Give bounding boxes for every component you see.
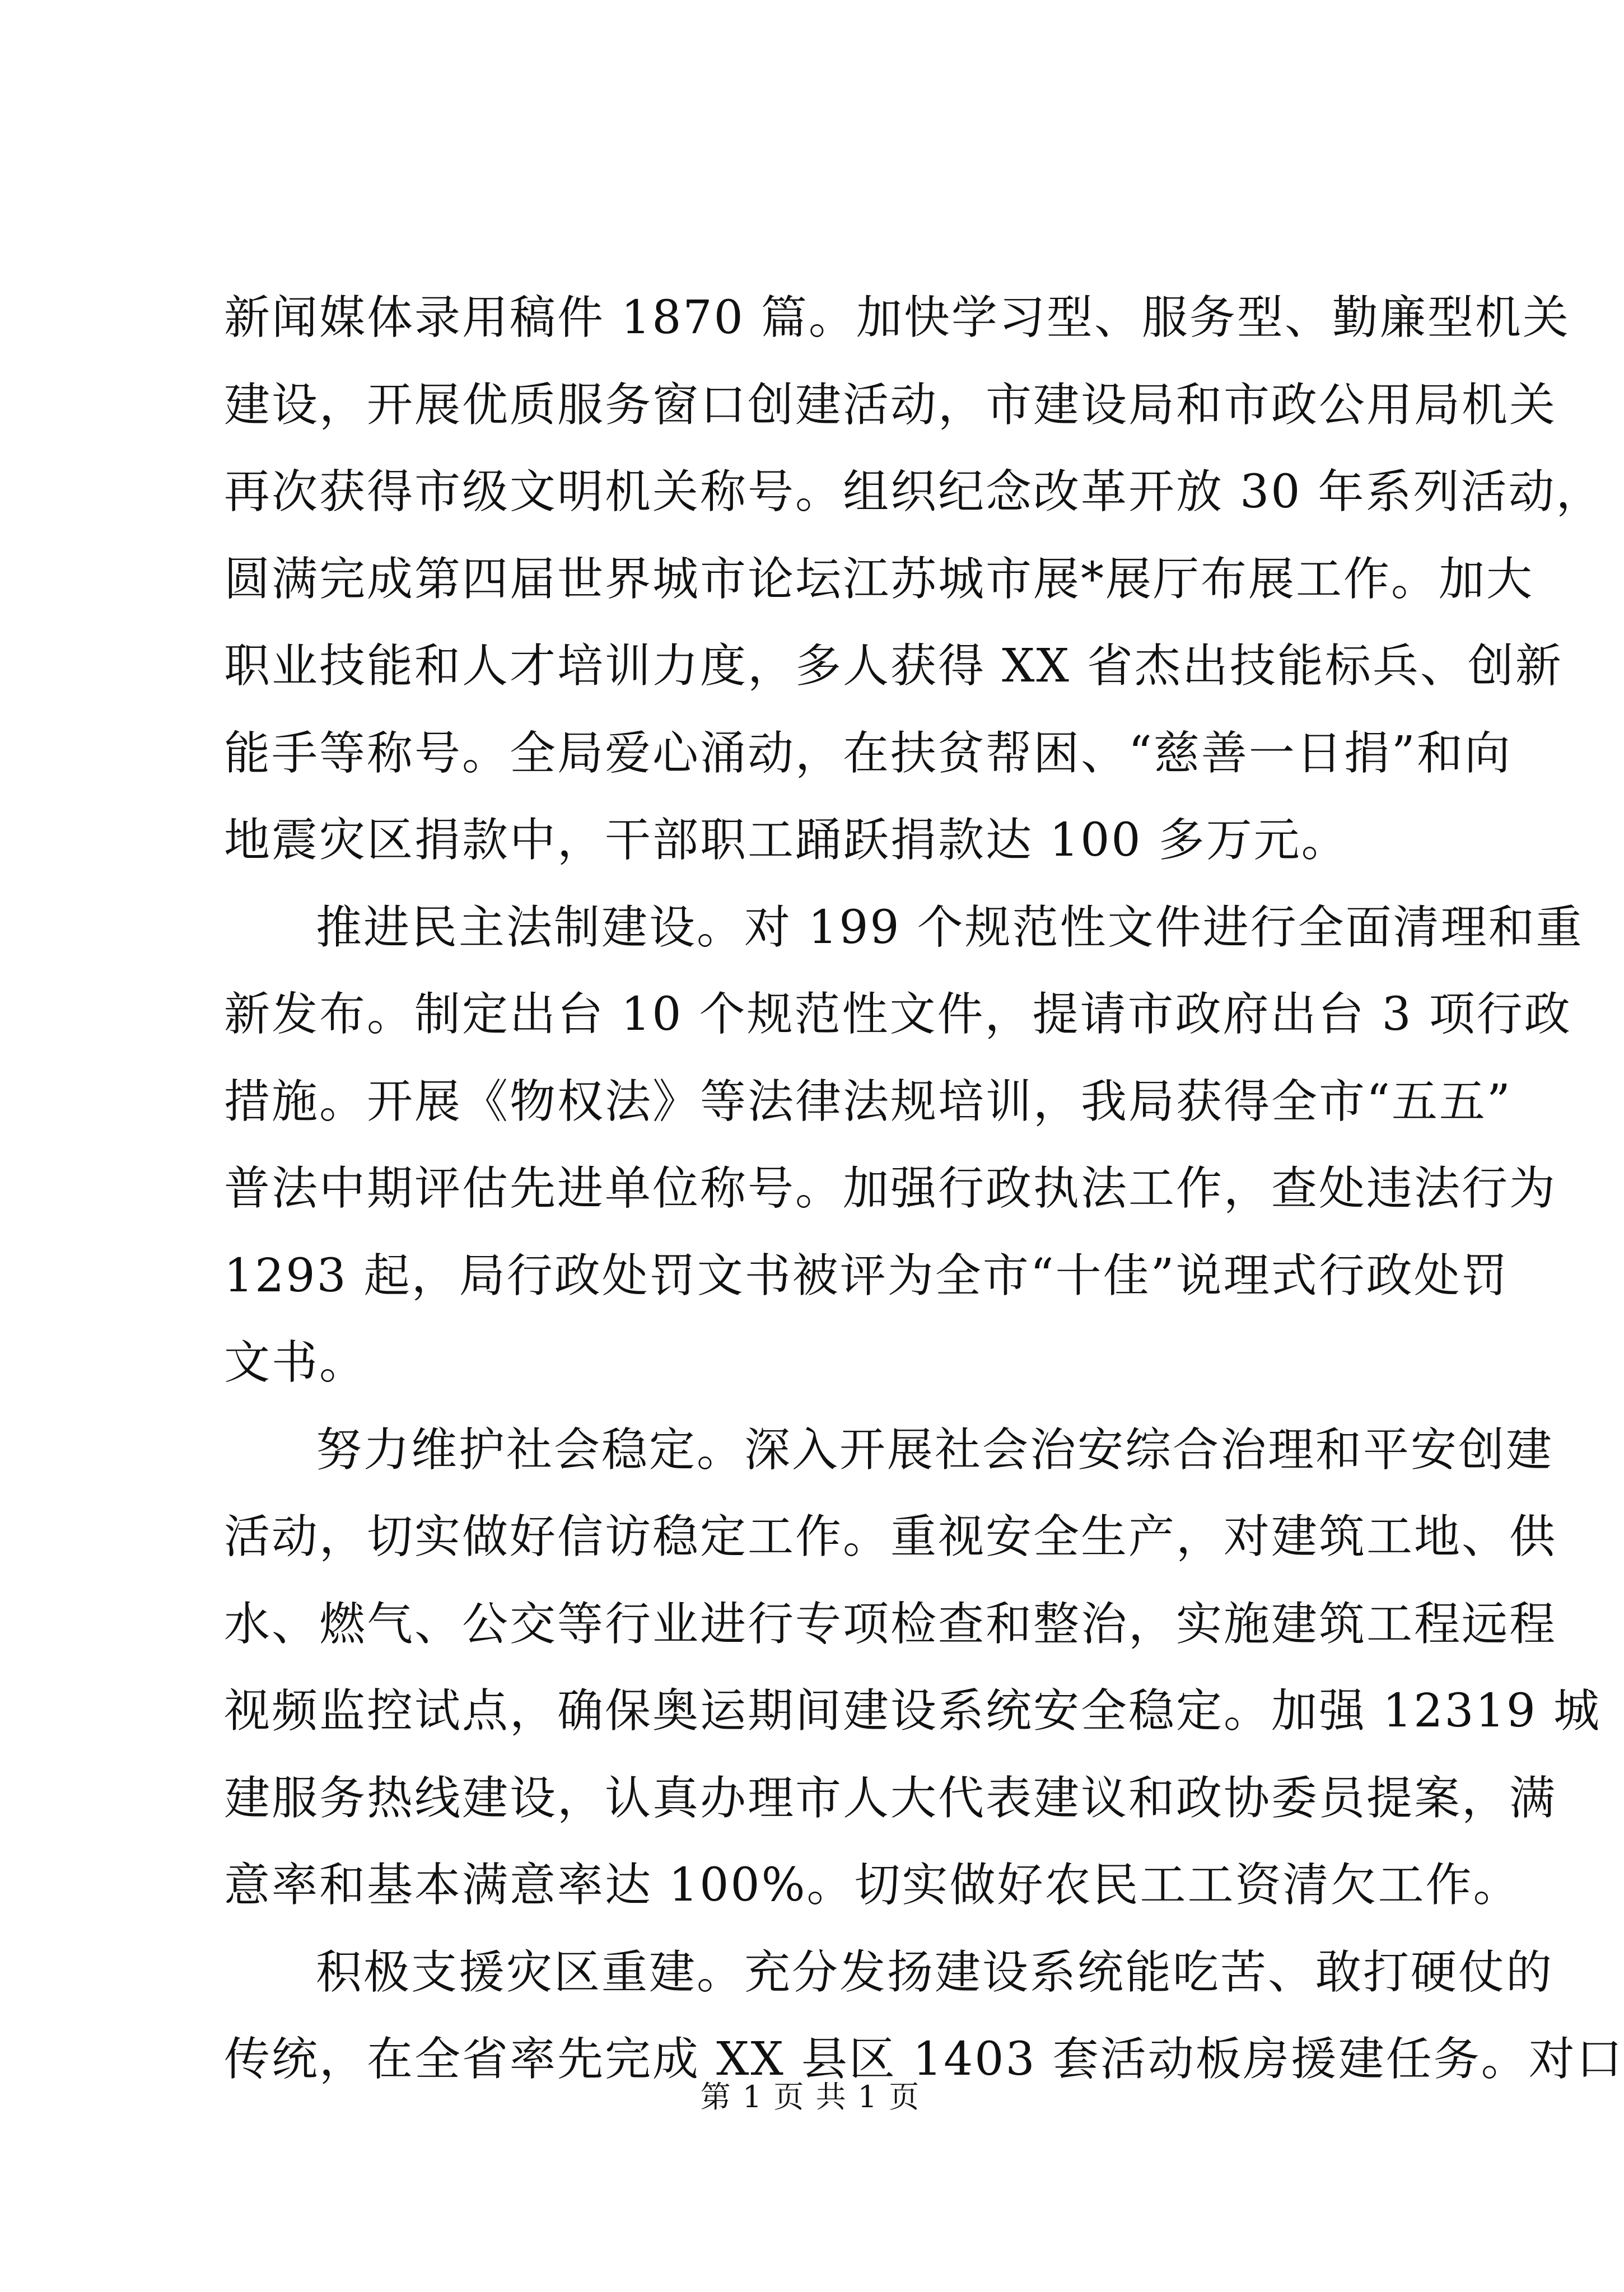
text-line: 措施。开展《物权法》等法律法规培训，我局获得全市“五五” [224,1075,1512,1128]
text-line: 文书。 [224,1336,367,1389]
text-line: 职业技能和人才培训力度，多人获得 XX 省杰出技能标兵、创新 [224,639,1563,693]
text-line: 意率和基本满意率达 100%。切实做好农民工工资清欠工作。 [224,1859,1521,1912]
text-line: 水、燃气、公交等行业进行专项检查和整治，实施建筑工程远程 [224,1597,1557,1651]
text-line: 1293 起，局行政处罚文书被评为全市“十佳”说理式行政处罚 [224,1249,1509,1303]
text-line: 视频监控试点，确保奥运期间建设系统安全稳定。加强 12319 城 [224,1684,1601,1738]
text-line: 建服务热线建设，认真办理市人大代表建议和政协委员提案，满 [224,1771,1557,1825]
text-line: 活动，切实做好信访稳定工作。重视安全生产，对建筑工地、供 [224,1510,1557,1563]
text-line: 地震灾区捐款中，干部职工踊跃捐款达 100 多万元。 [224,814,1349,867]
paragraph-start-line: 努力维护社会稳定。深入开展社会治安综合治理和平安创建 [316,1423,1554,1477]
page-footer: 第 1 页 共 1 页 [700,2079,921,2114]
text-line: 新闻媒体录用稿件 1870 篇。加快学习型、服务型、勤廉型机关 [224,291,1570,344]
text-line: 再次获得市级文明机关称号。组织纪念改革开放 30 年系列活动， [224,465,1604,519]
text-line: 圆满完成第四届世界城市论坛江苏城市展*展厅布展工作。加大 [224,552,1534,606]
paragraph-start-line: 积极支援灾区重建。充分发扬建设系统能吃苦、敢打硬仗的 [316,1945,1554,1999]
text-line: 建设，开展优质服务窗口创建活动，市建设局和市政公用局机关 [224,378,1557,432]
document-body [224,274,1624,2103]
text-line: 能手等称号。全局爱心涌动，在扶贫帮困、“慈善一日捐”和向 [224,726,1512,780]
text-line: 普法中期评估先进单位称号。加强行政执法工作，查处违法行为 [224,1162,1557,1215]
text-line: 传统，在全省率先完成 XX 县区 1403 套活动板房援建任务。对口 [224,2033,1624,2086]
paragraph-start-line: 推进民主法制建设。对 199 个规范性文件进行全面清理和重 [316,900,1584,954]
text-line: 新发布。制定出台 10 个规范性文件，提请市政府出台 3 项行政 [224,988,1572,1041]
